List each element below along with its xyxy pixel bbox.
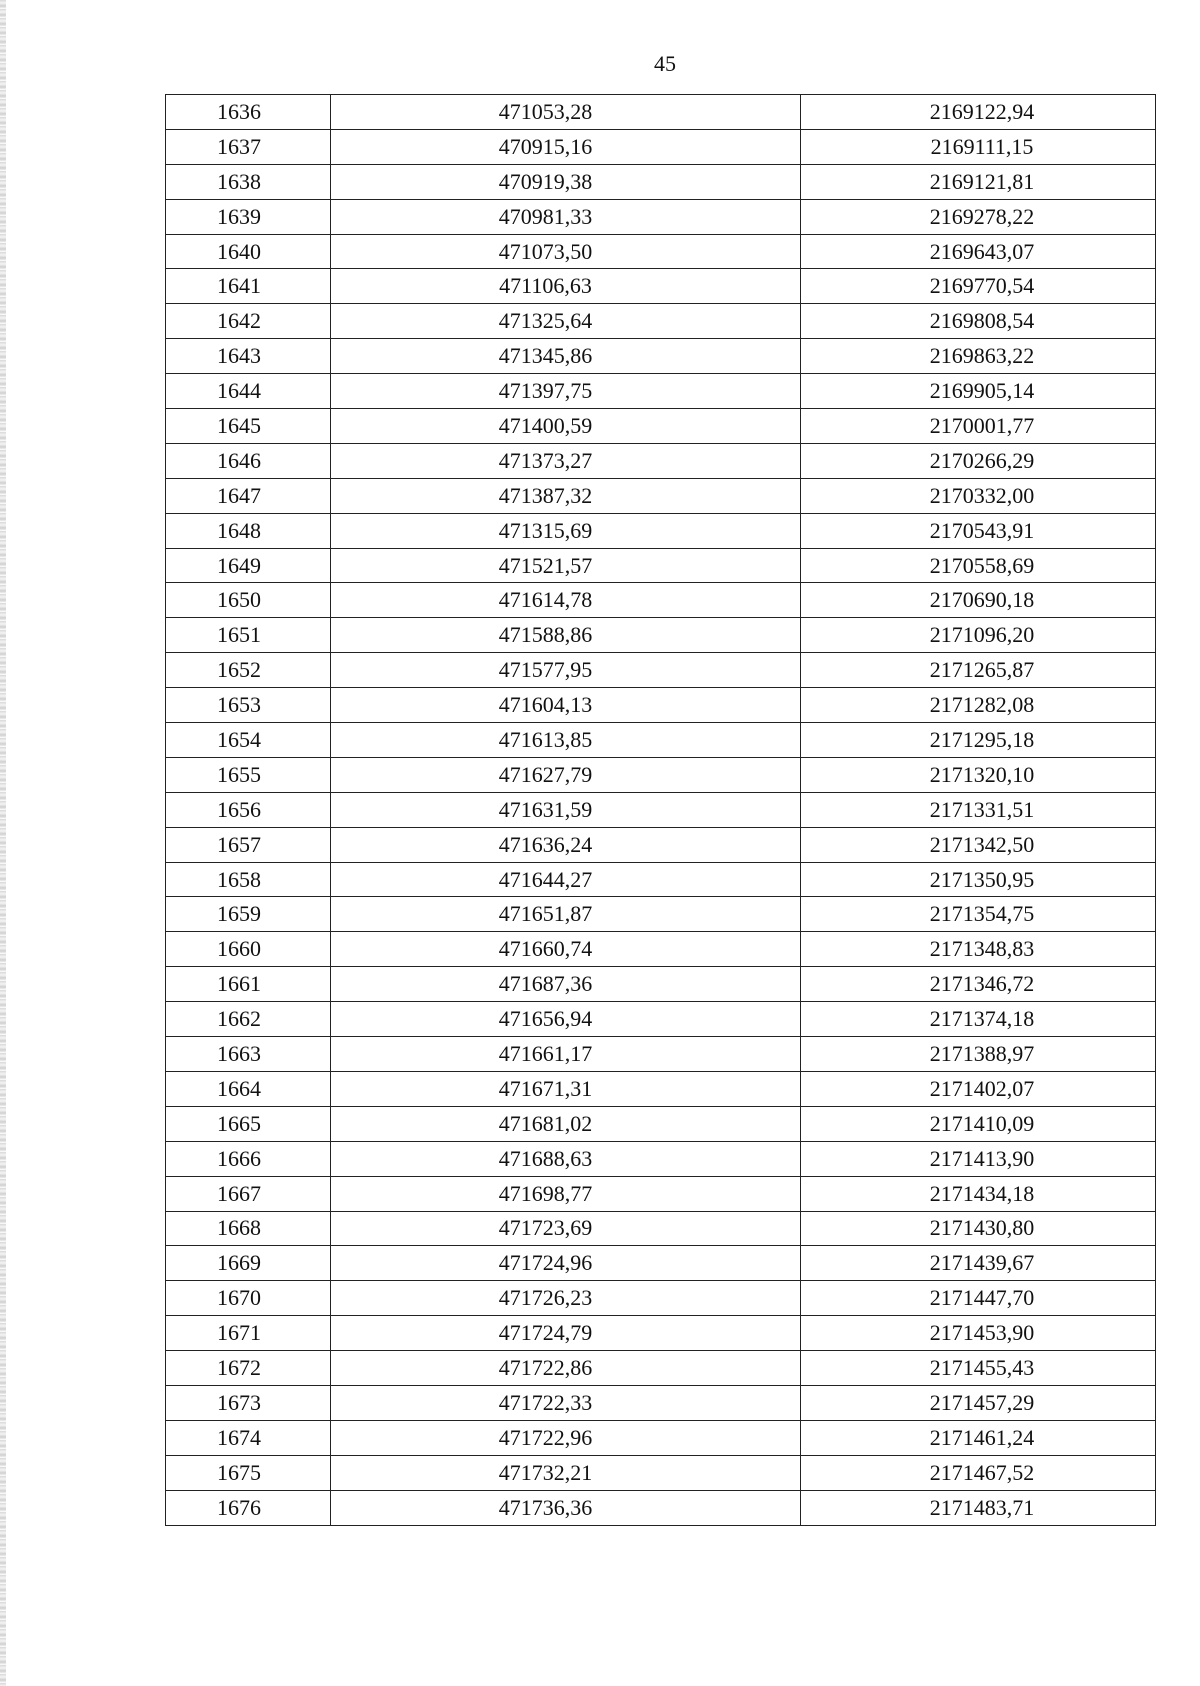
- table-row: [166, 1385, 1156, 1420]
- table-row: [166, 374, 1156, 409]
- y-coordinate-cell: 2171282,08: [801, 688, 1156, 723]
- point-number-cell: 1647: [166, 478, 331, 513]
- point-number-cell: 1666: [166, 1141, 331, 1176]
- y-coordinate-cell: 2170558,69: [801, 548, 1156, 583]
- y-coordinate-cell: 2171413,90: [801, 1141, 1156, 1176]
- x-coordinate-cell: 471397,75: [331, 374, 801, 409]
- y-coordinate-cell: 2171439,67: [801, 1246, 1156, 1281]
- point-number-cell: 1674: [166, 1420, 331, 1455]
- point-number-cell: 1664: [166, 1071, 331, 1106]
- x-coordinate-cell: 471687,36: [331, 967, 801, 1002]
- y-coordinate-cell: 2171320,10: [801, 757, 1156, 792]
- x-coordinate-cell: 471073,50: [331, 234, 801, 269]
- y-coordinate-cell: 2169122,94: [801, 95, 1156, 130]
- y-coordinate-cell: 2170332,00: [801, 478, 1156, 513]
- table-row: [166, 478, 1156, 513]
- point-number-cell: 1644: [166, 374, 331, 409]
- x-coordinate-cell: 471604,13: [331, 688, 801, 723]
- y-coordinate-cell: 2171374,18: [801, 1002, 1156, 1037]
- table-row: [166, 967, 1156, 1002]
- x-coordinate-cell: 471671,31: [331, 1071, 801, 1106]
- coordinates-table-body: [166, 95, 1156, 1526]
- point-number-cell: 1665: [166, 1106, 331, 1141]
- table-row: [166, 1071, 1156, 1106]
- table-row: [166, 164, 1156, 199]
- y-coordinate-cell: 2171265,87: [801, 653, 1156, 688]
- x-coordinate-cell: 471722,33: [331, 1385, 801, 1420]
- x-coordinate-cell: 471400,59: [331, 409, 801, 444]
- table-row: [166, 1176, 1156, 1211]
- y-coordinate-cell: 2169770,54: [801, 269, 1156, 304]
- point-number-cell: 1667: [166, 1176, 331, 1211]
- point-number-cell: 1641: [166, 269, 331, 304]
- x-coordinate-cell: 471681,02: [331, 1106, 801, 1141]
- table-row: [166, 234, 1156, 269]
- table-row: [166, 1141, 1156, 1176]
- table-row: [166, 1106, 1156, 1141]
- y-coordinate-cell: 2169808,54: [801, 304, 1156, 339]
- y-coordinate-cell: 2171410,09: [801, 1106, 1156, 1141]
- table-row: [166, 862, 1156, 897]
- y-coordinate-cell: 2171388,97: [801, 1037, 1156, 1072]
- y-coordinate-cell: 2169278,22: [801, 199, 1156, 234]
- point-number-cell: 1642: [166, 304, 331, 339]
- table-row: [166, 129, 1156, 164]
- y-coordinate-cell: 2171295,18: [801, 723, 1156, 758]
- table-row: [166, 548, 1156, 583]
- y-coordinate-cell: 2171453,90: [801, 1316, 1156, 1351]
- point-number-cell: 1658: [166, 862, 331, 897]
- y-coordinate-cell: 2169111,15: [801, 129, 1156, 164]
- table-row: [166, 1420, 1156, 1455]
- point-number-cell: 1636: [166, 95, 331, 130]
- table-row: [166, 723, 1156, 758]
- point-number-cell: 1650: [166, 583, 331, 618]
- x-coordinate-cell: 471627,79: [331, 757, 801, 792]
- y-coordinate-cell: 2171430,80: [801, 1211, 1156, 1246]
- y-coordinate-cell: 2171455,43: [801, 1351, 1156, 1386]
- y-coordinate-cell: 2170543,91: [801, 513, 1156, 548]
- point-number-cell: 1653: [166, 688, 331, 723]
- point-number-cell: 1657: [166, 827, 331, 862]
- x-coordinate-cell: 471660,74: [331, 932, 801, 967]
- point-number-cell: 1651: [166, 618, 331, 653]
- x-coordinate-cell: 471106,63: [331, 269, 801, 304]
- x-coordinate-cell: 471732,21: [331, 1455, 801, 1490]
- x-coordinate-cell: 471053,28: [331, 95, 801, 130]
- point-number-cell: 1643: [166, 339, 331, 374]
- table-row: [166, 583, 1156, 618]
- x-coordinate-cell: 471387,32: [331, 478, 801, 513]
- table-row: [166, 443, 1156, 478]
- x-coordinate-cell: 470915,16: [331, 129, 801, 164]
- y-coordinate-cell: 2171346,72: [801, 967, 1156, 1002]
- point-number-cell: 1655: [166, 757, 331, 792]
- table-row: [166, 409, 1156, 444]
- y-coordinate-cell: 2171342,50: [801, 827, 1156, 862]
- y-coordinate-cell: 2171348,83: [801, 932, 1156, 967]
- x-coordinate-cell: 470981,33: [331, 199, 801, 234]
- x-coordinate-cell: 471736,36: [331, 1490, 801, 1525]
- x-coordinate-cell: 471577,95: [331, 653, 801, 688]
- y-coordinate-cell: 2171354,75: [801, 897, 1156, 932]
- x-coordinate-cell: 471521,57: [331, 548, 801, 583]
- point-number-cell: 1675: [166, 1455, 331, 1490]
- scan-edge: [0, 0, 6, 1686]
- point-number-cell: 1649: [166, 548, 331, 583]
- y-coordinate-cell: 2169643,07: [801, 234, 1156, 269]
- point-number-cell: 1648: [166, 513, 331, 548]
- point-number-cell: 1670: [166, 1281, 331, 1316]
- point-number-cell: 1646: [166, 443, 331, 478]
- table-row: [166, 95, 1156, 130]
- table-row: [166, 827, 1156, 862]
- x-coordinate-cell: 471345,86: [331, 339, 801, 374]
- point-number-cell: 1654: [166, 723, 331, 758]
- table-row: [166, 269, 1156, 304]
- y-coordinate-cell: 2171350,95: [801, 862, 1156, 897]
- table-row: [166, 1246, 1156, 1281]
- y-coordinate-cell: 2171402,07: [801, 1071, 1156, 1106]
- table-row: [166, 1316, 1156, 1351]
- x-coordinate-cell: 471631,59: [331, 792, 801, 827]
- table-row: [166, 1281, 1156, 1316]
- x-coordinate-cell: 471614,78: [331, 583, 801, 618]
- coordinates-table: [165, 94, 1156, 1526]
- table-row: [166, 757, 1156, 792]
- point-number-cell: 1672: [166, 1351, 331, 1386]
- x-coordinate-cell: 471723,69: [331, 1211, 801, 1246]
- y-coordinate-cell: 2171467,52: [801, 1455, 1156, 1490]
- y-coordinate-cell: 2171434,18: [801, 1176, 1156, 1211]
- point-number-cell: 1656: [166, 792, 331, 827]
- x-coordinate-cell: 471688,63: [331, 1141, 801, 1176]
- x-coordinate-cell: 471315,69: [331, 513, 801, 548]
- point-number-cell: 1652: [166, 653, 331, 688]
- x-coordinate-cell: 471644,27: [331, 862, 801, 897]
- table-row: [166, 932, 1156, 967]
- x-coordinate-cell: 471636,24: [331, 827, 801, 862]
- point-number-cell: 1669: [166, 1246, 331, 1281]
- y-coordinate-cell: 2171447,70: [801, 1281, 1156, 1316]
- point-number-cell: 1659: [166, 897, 331, 932]
- x-coordinate-cell: 471373,27: [331, 443, 801, 478]
- point-number-cell: 1676: [166, 1490, 331, 1525]
- table-row: [166, 618, 1156, 653]
- point-number-cell: 1668: [166, 1211, 331, 1246]
- y-coordinate-cell: 2169863,22: [801, 339, 1156, 374]
- x-coordinate-cell: 471325,64: [331, 304, 801, 339]
- point-number-cell: 1661: [166, 967, 331, 1002]
- y-coordinate-cell: 2169121,81: [801, 164, 1156, 199]
- page-number: 45: [654, 51, 676, 76]
- point-number-cell: 1640: [166, 234, 331, 269]
- table-row: [166, 897, 1156, 932]
- x-coordinate-cell: 471724,79: [331, 1316, 801, 1351]
- table-row: [166, 653, 1156, 688]
- y-coordinate-cell: 2170690,18: [801, 583, 1156, 618]
- x-coordinate-cell: 471724,96: [331, 1246, 801, 1281]
- x-coordinate-cell: 471661,17: [331, 1037, 801, 1072]
- table-row: [166, 1211, 1156, 1246]
- table-row: [166, 1455, 1156, 1490]
- point-number-cell: 1645: [166, 409, 331, 444]
- point-number-cell: 1673: [166, 1385, 331, 1420]
- x-coordinate-cell: 471588,86: [331, 618, 801, 653]
- x-coordinate-cell: 471722,86: [331, 1351, 801, 1386]
- table-row: [166, 792, 1156, 827]
- y-coordinate-cell: 2169905,14: [801, 374, 1156, 409]
- table-row: [166, 199, 1156, 234]
- table-row: [166, 1037, 1156, 1072]
- x-coordinate-cell: 471656,94: [331, 1002, 801, 1037]
- table-row: [166, 1002, 1156, 1037]
- point-number-cell: 1663: [166, 1037, 331, 1072]
- point-number-cell: 1639: [166, 199, 331, 234]
- table-row: [166, 513, 1156, 548]
- point-number-cell: 1638: [166, 164, 331, 199]
- x-coordinate-cell: 471722,96: [331, 1420, 801, 1455]
- y-coordinate-cell: 2170266,29: [801, 443, 1156, 478]
- x-coordinate-cell: 471698,77: [331, 1176, 801, 1211]
- x-coordinate-cell: 471613,85: [331, 723, 801, 758]
- x-coordinate-cell: 471651,87: [331, 897, 801, 932]
- point-number-cell: 1637: [166, 129, 331, 164]
- y-coordinate-cell: 2171461,24: [801, 1420, 1156, 1455]
- point-number-cell: 1662: [166, 1002, 331, 1037]
- y-coordinate-cell: 2171096,20: [801, 618, 1156, 653]
- point-number-cell: 1660: [166, 932, 331, 967]
- y-coordinate-cell: 2171483,71: [801, 1490, 1156, 1525]
- y-coordinate-cell: 2170001,77: [801, 409, 1156, 444]
- table-row: [166, 1351, 1156, 1386]
- y-coordinate-cell: 2171457,29: [801, 1385, 1156, 1420]
- y-coordinate-cell: 2171331,51: [801, 792, 1156, 827]
- table-row: [166, 688, 1156, 723]
- point-number-cell: 1671: [166, 1316, 331, 1351]
- table-row: [166, 339, 1156, 374]
- table-row: [166, 304, 1156, 339]
- table-row: [166, 1490, 1156, 1525]
- x-coordinate-cell: 470919,38: [331, 164, 801, 199]
- x-coordinate-cell: 471726,23: [331, 1281, 801, 1316]
